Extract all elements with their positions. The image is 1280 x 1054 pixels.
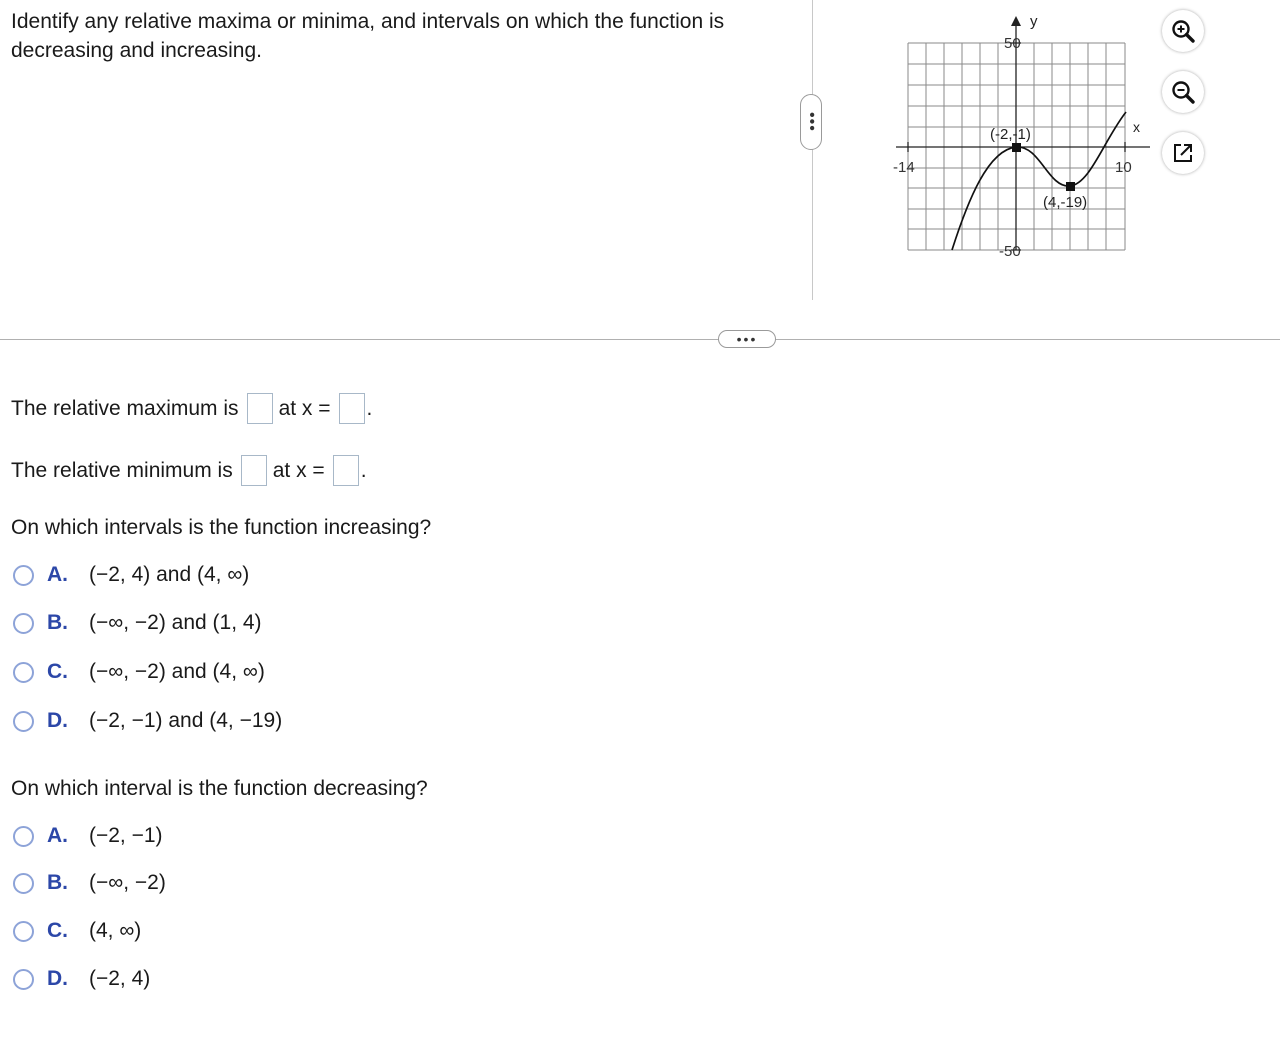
max-point-marker [1012, 143, 1021, 152]
y-min-tick-label: -50 [999, 243, 1021, 260]
x-max-tick-label: 10 [1115, 159, 1132, 176]
increasing-option-c[interactable] [13, 660, 265, 684]
decreasing-option-a[interactable] [13, 824, 163, 848]
relative-max-x-input[interactable] [339, 393, 365, 424]
increasing-option-d[interactable] [13, 709, 282, 733]
zoom-out-icon [1170, 79, 1196, 105]
relative-min-row [11, 455, 367, 486]
decreasing-option-c[interactable] [13, 919, 141, 943]
option-letter: D. [47, 967, 68, 990]
option-letter: D. [47, 709, 68, 732]
max-point-label: (-2,-1) [990, 126, 1031, 143]
option-text: (−∞, −2) [89, 871, 166, 894]
open-new-window-button[interactable] [1162, 132, 1204, 174]
radio-button[interactable] [13, 565, 34, 586]
radio-button[interactable] [13, 969, 34, 990]
radio-button[interactable] [13, 662, 34, 683]
y-axis-label: y [1030, 13, 1038, 30]
option-text: (−2, −1) [89, 824, 163, 847]
y-max-tick-label: 50 [1004, 35, 1021, 52]
vertical-divider [812, 0, 813, 300]
external-link-icon [1171, 141, 1195, 165]
zoom-in-icon [1170, 18, 1196, 44]
option-text: (−∞, −2) and (1, 4) [89, 611, 262, 634]
radio-button[interactable] [13, 826, 34, 847]
min-point-label: (4,-19) [1043, 194, 1088, 211]
decreasing-option-b[interactable] [13, 871, 166, 895]
option-letter: B. [47, 871, 68, 894]
option-letter: A. [47, 824, 68, 847]
zoom-in-button[interactable] [1162, 10, 1204, 52]
relative-max-at-label: at x = [278, 396, 331, 420]
option-letter: C. [47, 660, 68, 683]
x-min-tick-label: -14 [893, 159, 915, 176]
radio-button[interactable] [13, 613, 34, 634]
radio-button[interactable] [13, 921, 34, 942]
relative-min-period: . [360, 458, 367, 482]
question-text: Identify any relative maxima or minima, and intervals on which the function is decreasing and increasing. [11, 10, 725, 62]
option-text: (4, ∞) [89, 919, 142, 942]
option-text: (−2, −1) and (4, −19) [89, 709, 283, 732]
vertical-resize-handle[interactable]: ••• [800, 94, 822, 150]
function-graph [885, 10, 1150, 272]
horizontal-resize-handle[interactable]: ••• [718, 330, 776, 348]
horizontal-divider [0, 339, 1280, 340]
relative-min-at-label: at x = [272, 458, 325, 482]
increasing-prompt: On which intervals is the function increasing? [11, 516, 432, 539]
relative-min-value-input[interactable] [241, 455, 267, 486]
option-text: (−2, 4) and (4, ∞) [89, 563, 250, 586]
option-letter: A. [47, 563, 68, 586]
increasing-option-a[interactable] [13, 563, 249, 587]
min-point-marker [1066, 182, 1075, 191]
relative-min-x-input[interactable] [333, 455, 359, 486]
option-text: (−∞, −2) and (4, ∞) [89, 660, 265, 683]
relative-max-period: . [366, 396, 373, 420]
decreasing-option-d[interactable] [13, 967, 150, 991]
relative-max-row [11, 393, 372, 424]
option-text: (−2, 4) [89, 967, 151, 990]
x-axis-label: x [1133, 119, 1140, 135]
radio-button[interactable] [13, 711, 34, 732]
relative-max-value-input[interactable] [247, 393, 273, 424]
decreasing-prompt: On which interval is the function decreasing? [11, 777, 428, 800]
option-letter: C. [47, 919, 68, 942]
increasing-option-b[interactable] [13, 611, 262, 635]
relative-min-prefix: The relative minimum is [11, 458, 233, 482]
relative-max-prefix: The relative maximum is [11, 396, 239, 420]
option-letter: B. [47, 611, 68, 634]
zoom-out-button[interactable] [1162, 71, 1204, 113]
radio-button[interactable] [13, 873, 34, 894]
